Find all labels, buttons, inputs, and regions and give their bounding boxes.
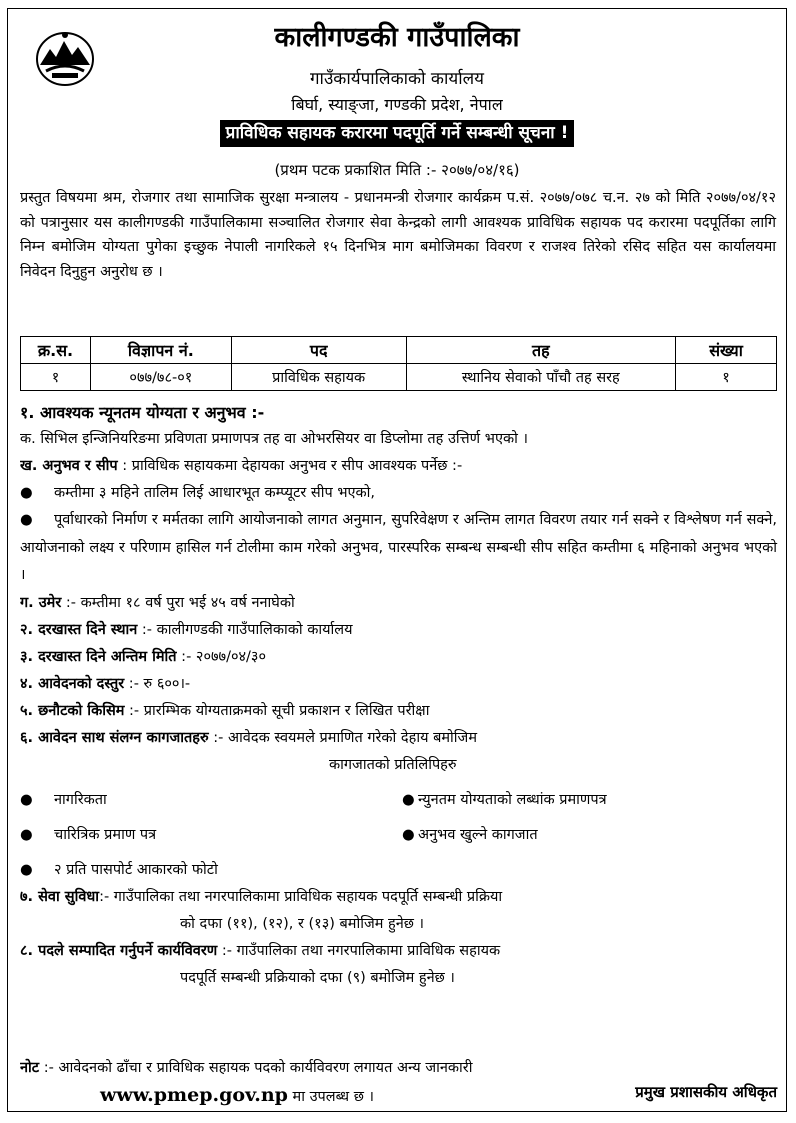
deadline-text: :- २०७७/०४/३०	[176, 648, 267, 665]
duties-text-2: पदपूर्ति सम्बन्धी प्रक्रियाको दफा (९) बमोजिम हुनेछ ।	[180, 969, 455, 986]
facility-text-2: को दफा (११), (१२), र (१३) बमोजिम हुनेछ ।	[180, 915, 425, 932]
note-suffix: मा उपलब्ध छ ।	[287, 1089, 374, 1105]
deadline-label: ३. दरखास्त दिने अन्तिम मिति	[20, 648, 177, 665]
fee-label: ४. आवेदनको दस्तुर	[20, 675, 125, 692]
header-level: तह	[406, 337, 676, 364]
selection-label: ५. छनौटको किसिम	[20, 702, 125, 719]
bullet-icon: ●	[20, 826, 33, 843]
cell-post: प्राविधिक सहायक	[231, 364, 406, 391]
experience-bullet-1: कम्तीमा ३ महिने तालिम लिई आधारभूत कम्प्यूटर सीप भएको,	[54, 485, 376, 501]
age-text: :- कम्तीमा १८ वर्ष पुरा भई ४५ वर्ष ननाघेको	[61, 594, 295, 611]
header-count: संख्या	[676, 337, 777, 364]
header-ad-number: विज्ञापन नं.	[90, 337, 231, 364]
notice-body	[20, 399, 777, 992]
selection-text: :- प्रारम्भिक योग्यताक्रमको सूची प्रकाशन र लिखित परीक्षा	[124, 702, 430, 719]
office-name: गाउँकार्यपालिकाको कार्यालय	[309, 69, 485, 89]
documents-text-2: कागजातको प्रतिलिपिहरु	[329, 756, 457, 773]
bullet-icon: ●	[402, 791, 415, 808]
age-label: ग. उमेर	[20, 594, 62, 611]
experience-bullet-2: पूर्वाधारको निर्माण र मर्मतका लागि आयोजनाको लागत अनुमान, सुपरिवेक्षण र अन्तिम लागत विवरण तयार गर्न सक्ने र विश्लेषण गर्न सक्ने, आयोजनाको लक्ष्य र परिणाम हासिल गर्न टोलीमा काम गरेको अनुभव, पारस्परिक सम्बन्ध सम्बन्धी सीप सहित कम्तीमा ६ महिनाको अनुभव भएको ।	[20, 512, 777, 583]
place-label: २. दरखास्त दिने स्थान	[20, 621, 138, 638]
cell-count: १	[676, 364, 777, 391]
documents-label: ६. आवेदन साथ संलग्न कागजातहरु	[20, 729, 209, 746]
doc-item: नागरिकता	[54, 791, 107, 808]
cell-ad-number: ०७७/७८-०१	[90, 364, 231, 391]
experience-label: ख. अनुभव र सीप	[20, 458, 118, 474]
doc-item: २ प्रति पासपोर्ट आकारको फोटो	[54, 861, 218, 878]
documents-text: :- आवेदक स्वयमले प्रमाणित गरेको देहाय बमोजिम	[208, 729, 477, 746]
header-serial: क्र.स.	[21, 337, 91, 364]
notice-title: प्राविधिक सहायक करारमा पदपूर्ति गर्ने सम्बन्धी सूचना !	[220, 120, 575, 147]
table-header-row	[21, 337, 777, 364]
note-text: :- आवेदनको ढाँचा र प्राविधिक सहायक पदको कार्यविवरण लगायत अन्य जानकारी	[39, 1060, 473, 1076]
bullet-icon: ●	[20, 791, 33, 808]
municipality-title: कालीगण्डकी गाउँपालिका	[274, 22, 520, 53]
doc-item: अनुभव खुल्ने कागजात	[418, 826, 538, 843]
intro-paragraph: प्रस्तुत विषयमा श्रम, रोजगार तथा सामाजिक सुरक्षा मन्त्रालय - प्रधानमन्त्री रोजगार कार्यक्रम प.सं. २०७७/०७८ च.न. २७ को मिति २०७७/०४/१२ को पत्रानुसार यस कालीगण्डकी गाउँपालिकामा सञ्चालित रोजगार सेवा केन्द्रको लागी आवश्यक प्राविधिक सहायक पद करारमा पदपूर्तिका लागि निम्न बमोजिम योग्यता पुगेका इच्छुक नेपाली नागरिकले १५ दिनभित्र माग बमोजिमका विवरण र राजश्व तिरेको रसिद सहित यस कार्यालयमा निवेदन दिनुहुन अनुरोध छ ।	[20, 190, 776, 280]
place-text: :- कालीगण्डकी गाउँपालिकाको कार्यालय	[137, 621, 353, 638]
website-link[interactable]: www.pmep.gov.np	[100, 1084, 288, 1106]
note-label: नोट	[20, 1060, 40, 1076]
fee-text: :- रु ६००।-	[124, 675, 191, 692]
publish-date: (प्रथम पटक प्रकाशित मिति :- २०७७/०४/१६)	[274, 161, 520, 179]
bullet-icon: ●	[20, 485, 33, 501]
bullet-icon: ●	[20, 512, 33, 528]
bullet-icon: ●	[402, 826, 415, 843]
notice-page	[7, 8, 787, 1112]
experience-text: : प्राविधिक सहायकमा देहायका अनुभव र सीप आवश्यक पर्नेछ :-	[117, 458, 463, 474]
signature-title: प्रमुख प्रशासकीय अधिकृत	[635, 1083, 777, 1101]
note-section	[20, 1055, 777, 1111]
office-address: बिर्घा, स्याङ्जा, गण्डकी प्रदेश, नेपाल	[291, 95, 503, 114]
doc-item: न्युनतम योग्यताको लब्धांक प्रमाणपत्र	[418, 791, 607, 808]
qualification-ka: क. सिभिल इन्जिनियरिङमा प्रविणता प्रमाणपत्र तह वा ओभरसियर वा डिप्लोमा तह उत्तिर्ण भएको ।	[20, 431, 528, 447]
facility-text: :- गाउँपालिका तथा नगरपालिकामा प्राविधिक सहायक पदपूर्ति सम्बन्धी प्रक्रिया	[99, 888, 503, 905]
bullet-icon: ●	[20, 861, 33, 878]
cell-serial: १	[21, 364, 91, 391]
duties-label: ८. पदले सम्पादित गर्नुपर्ने कार्यविवरण	[20, 942, 218, 959]
section-1-title: १. आवश्यक न्यूनतम योग्यता र अनुभव :-	[20, 403, 265, 422]
header-post: पद	[231, 337, 406, 364]
vacancy-table	[20, 336, 777, 391]
cell-level: स्थानिय सेवाको पाँचौ तह सरह	[406, 364, 676, 391]
facility-label: ७. सेवा सुविधा	[20, 888, 100, 905]
duties-text: :- गाउँपालिका तथा नगरपालिकामा प्राविधिक सहायक	[217, 942, 501, 959]
table-row	[21, 364, 777, 391]
doc-item: चारित्रिक प्रमाण पत्र	[54, 826, 157, 843]
